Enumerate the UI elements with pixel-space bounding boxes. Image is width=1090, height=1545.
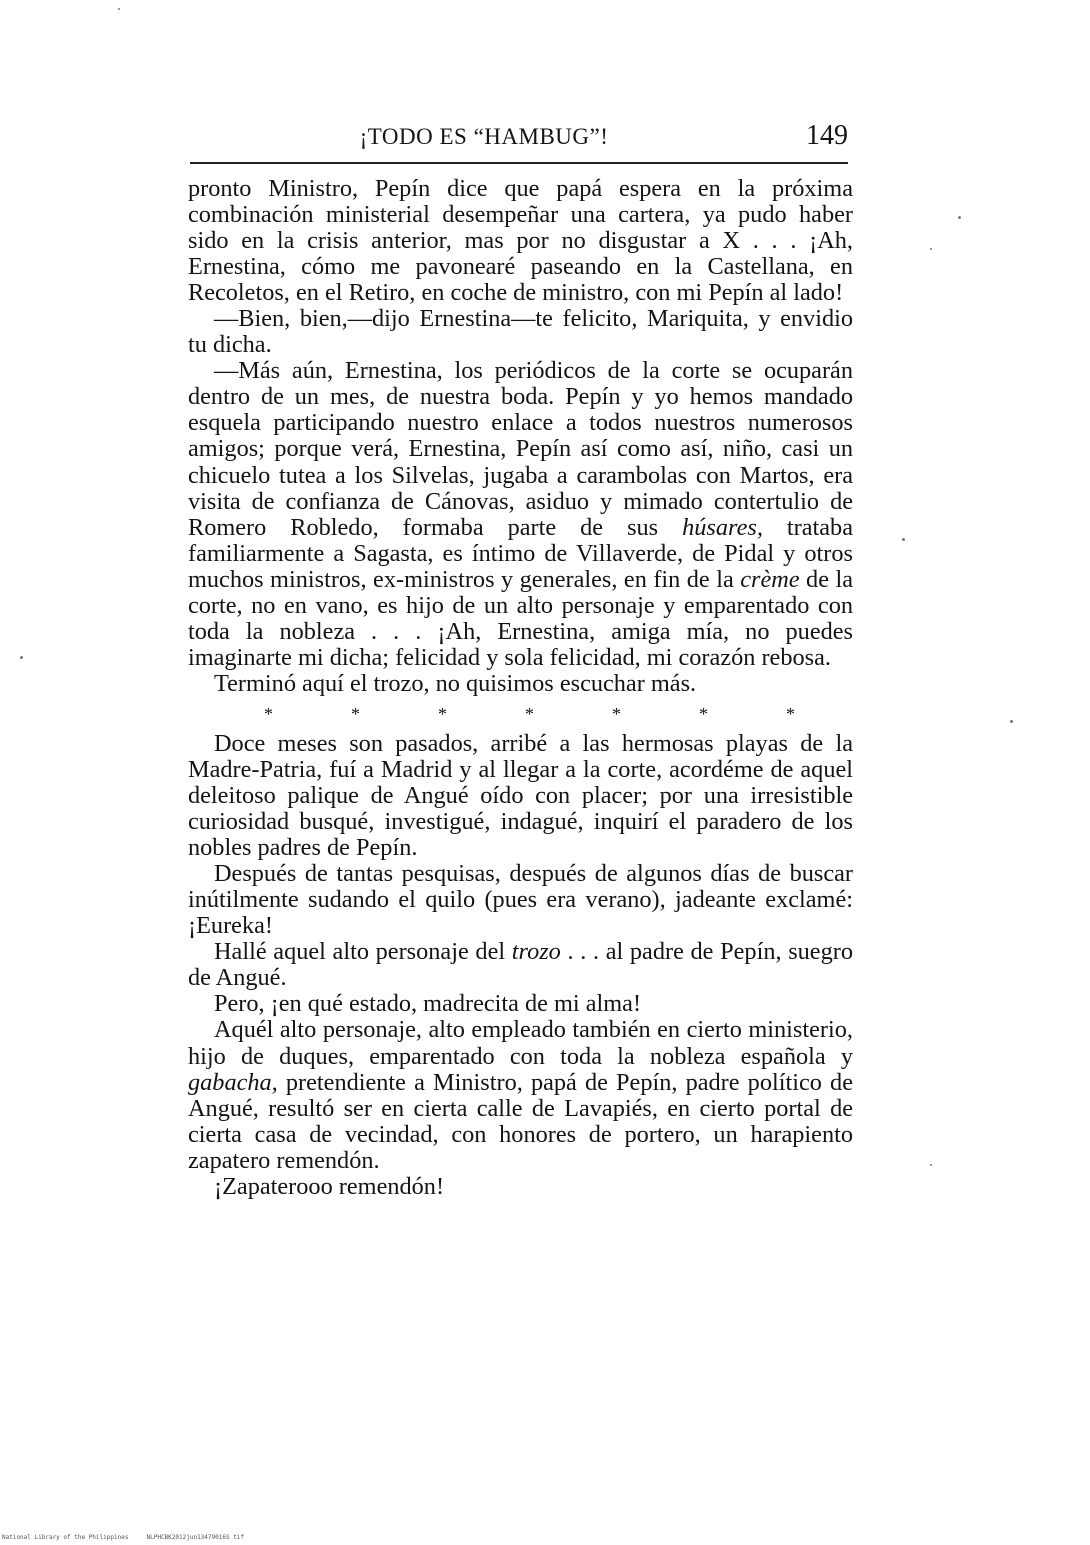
paragraph-p5 — [188, 731, 853, 861]
paragraphs-before-separator — [188, 176, 853, 697]
text-run: —Bien, bien,—dijo Ernestina—te felicito, Mariquita, y envidio tu dicha. — [188, 305, 853, 359]
scan-speck — [1010, 720, 1013, 723]
text-run: ¡Zapaterooo remendón! — [214, 1172, 445, 1200]
paragraph-p10 — [188, 1174, 853, 1200]
scan-speck — [902, 538, 905, 541]
paragraph-p3 — [188, 358, 853, 671]
separator-asterisk: * — [699, 703, 708, 724]
scan-speck — [930, 248, 932, 250]
section-separator — [188, 701, 853, 727]
paragraph-p9 — [188, 1017, 853, 1173]
scan-credit: National Library of the Philippines NLPHCBK2012jun13479016S tif — [2, 1534, 245, 1541]
paragraph-p4 — [188, 671, 853, 697]
separator-asterisk: * — [612, 703, 621, 724]
text-run: Pero, ¡en qué estado, madrecita de mi alma! — [214, 990, 642, 1018]
text-run: pretendiente a Ministro, papá de Pepín, padre político de Angué, resultó ser en cierta calle de Lavapiés, en cierto portal de cierta casa de vecindad, con honores de portero, un harapiento zapatero remendón. — [188, 1068, 853, 1174]
scan-speck — [118, 8, 120, 10]
italic-run: húsares, — [682, 513, 763, 541]
text-run: Aquél alto personaje, alto empleado también en cierto ministerio, hijo de duques, emparentado con toda la nobleza española y — [188, 1016, 853, 1070]
separator-asterisk: * — [786, 703, 795, 724]
separator-asterisk: * — [264, 703, 273, 724]
paragraph-p6 — [188, 861, 853, 939]
text-run: —Más aún, Ernestina, los periódicos de la corte se ocuparán dentro de un mes, de nuestra boda. Pepín y yo hemos mandado esquela participando nuestro enlace a todos nuestros numerosos amigos; porque verá, Ernestina, Pepín así como así, niño, casi un chicuelo tutea a los Silvelas, jugaba a carambolas con Martos, era visita de confianza de Cánovas, asiduo y mimado contertulio de Romero Robledo, formaba parte de sus — [188, 357, 853, 541]
paragraph-p7 — [188, 939, 853, 991]
page-number: 149 — [806, 120, 848, 151]
text-run: Después de tantas pesquisas, después de algunos días de buscar inútilmente sudando el quilo (pues era verano), jadeante exclamé: ¡Eureka! — [188, 860, 853, 940]
body-text — [188, 176, 853, 1200]
text-run: pronto Ministro, Pepín dice que papá espera en la próxima combinación ministerial desempeñar una cartera, ya pudo haber sido en la crisis anterior, mas por no disgustar a X . . . ¡Ah, Ernestina, cómo me pavonearé paseando en la Castellana, en Recoletos, en el Retiro, en coche de ministro, con mi Pepín al lado! — [188, 175, 853, 307]
text-run: Terminó aquí el trozo, no quisimos escuchar más. — [214, 669, 697, 697]
separator-asterisk: * — [438, 703, 447, 724]
text-run: Doce meses son pasados, arribé a las hermosas playas de la Madre-Patria, fuí a Madrid y al llegar a la corte, acordéme de aquel deleitoso palique de Angué oído con placer; por una irresistible curiosidad busqué, investigué, indagué, inquirí el paradero de los nobles padres de Pepín. — [188, 729, 853, 862]
paragraphs-after-separator — [188, 731, 853, 1200]
separator-asterisk: * — [525, 703, 534, 724]
header-rule — [190, 162, 848, 164]
text-run: de la corte, no en vano, es hijo de un alto personaje y emparentado con toda la nobleza . . . ¡Ah, Ernestina, amiga mía, no puedes imaginarte mi dicha; felicidad y sola felicidad, mi corazón rebosa. — [188, 565, 853, 671]
running-title: ¡TODO ES “HAMBUG”! — [359, 124, 609, 149]
text-run: Hallé aquel alto personaje del — [214, 938, 512, 966]
paragraph-p2 — [188, 306, 853, 358]
scan-speck — [20, 656, 23, 659]
text-run: trataba familiarmente a Sagasta, es íntimo de Villaverde, de Pidal y otros muchos ministros, ex-ministros y generales, en fin de la — [188, 513, 853, 593]
text-run: . . . al padre de Pepín, suegro de Angué. — [188, 938, 853, 992]
italic-run: gabacha, — [188, 1068, 278, 1096]
paragraph-p1 — [188, 176, 853, 306]
separator-asterisk: * — [351, 703, 360, 724]
italic-run: crème — [740, 565, 800, 593]
paragraph-p8 — [188, 991, 853, 1017]
italic-run: trozo — [511, 938, 561, 966]
scan-speck — [958, 216, 961, 219]
scan-speck — [930, 1164, 932, 1166]
page-header — [190, 120, 848, 158]
